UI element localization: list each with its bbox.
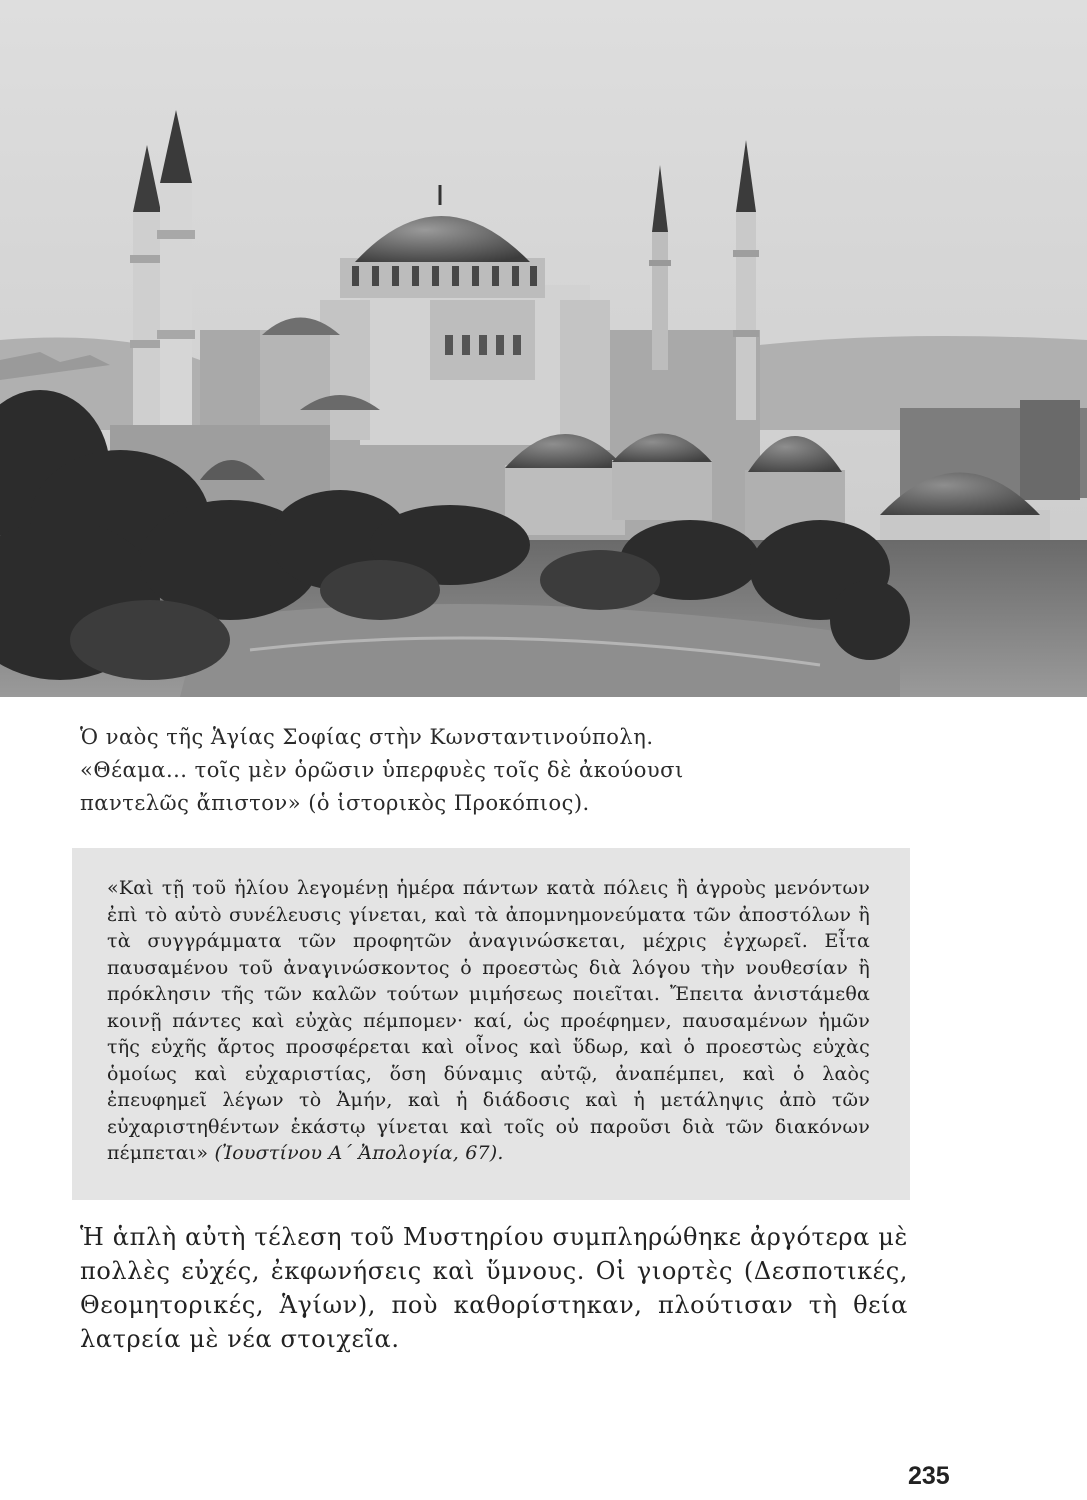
quote-paragraph bbox=[107, 875, 870, 1167]
quote-box bbox=[72, 848, 910, 1200]
body-paragraph: Ἡ ἁπλὴ αὐτὴ τέλεση τοῦ Μυστηρίου συμπληρώθηκε ἀργότερα μὲ πολλὲς εὐχές, ἐκφωνήσεις καὶ ὕμνους. Οἱ γιορτὲς (Δεσποτικές, Θεομητορικές, Ἁγίων), ποὺ καθορίστηκαν, πλούτισαν τὴ θεία λατρεία μὲ νέα στοιχεῖα. bbox=[80, 1223, 908, 1353]
photo-caption: Ὁ ναὸς τῆς Ἁγίας Σοφίας στὴν Κωνσταντινούπολη. «Θέαμα... τοῖς μὲν ὁρῶσιν ὑπερφυὲς τοῖς δὲ ἀκούουσι παντελῶς ἄπιστον» (ὁ ἱστορικὸς Προκόπιος). bbox=[80, 725, 684, 815]
hagia-sophia-illustration bbox=[0, 0, 1087, 697]
quote-source: (Ἰουστίνου Α΄ Ἀπολογία, 67). bbox=[214, 1142, 504, 1164]
quote-text: «Καὶ τῇ τοῦ ἡλίου λεγομένῃ ἡμέρα πάντων κατὰ πόλεις ἢ ἀγροὺς μενόντων ἐπὶ τὸ αὐτὸ συνέλευσις γίνεται, καὶ τὰ ἀπομνημονεύματα τῶν ἀποστόλων ἢ τὰ συγγράμματα τῶν προφητῶν ἀναγινώσκεται, μέχρις ἐγχωρεῖ. Εἶτα παυσαμένου τοῦ ἀναγινώσκοντος ὁ προεστὼς διὰ λόγου τὴν νουθεσίαν ἢ πρόκλησιν τῆς τῶν καλῶν τούτων μιμήσεως ποιεῖται. Ἔπειτα ἀνιστάμεθα κοινῇ πάντες καὶ εὐχὰς πέμπομεν· καί, ὡς προέφημεν, παυσαμένων ἡμῶν τῆς εὐχῆς ἄρτος προσφέρεται καὶ οἶνος καὶ ὕδωρ, καὶ ὁ προεστὼς εὐχὰς ὁμοίως καὶ εὐχαριστίας, ὅση δύναμις αὐτῷ, ἀναπέμπει, καὶ ὁ λαὸς ἐπευφημεῖ λέγων τὸ Ἀμήν, καὶ ἡ διάδοσις καὶ ἡ μετάληψις ἀπὸ τῶν εὐχαριστηθέντων ἑκάστῳ γίνεται καὶ τοῖς οὐ παροῦσι διὰ τῶν διακόνων πέμπεται» bbox=[107, 877, 870, 1164]
page-number: 235 bbox=[908, 1462, 950, 1490]
hagia-sophia-photo bbox=[0, 0, 1087, 697]
